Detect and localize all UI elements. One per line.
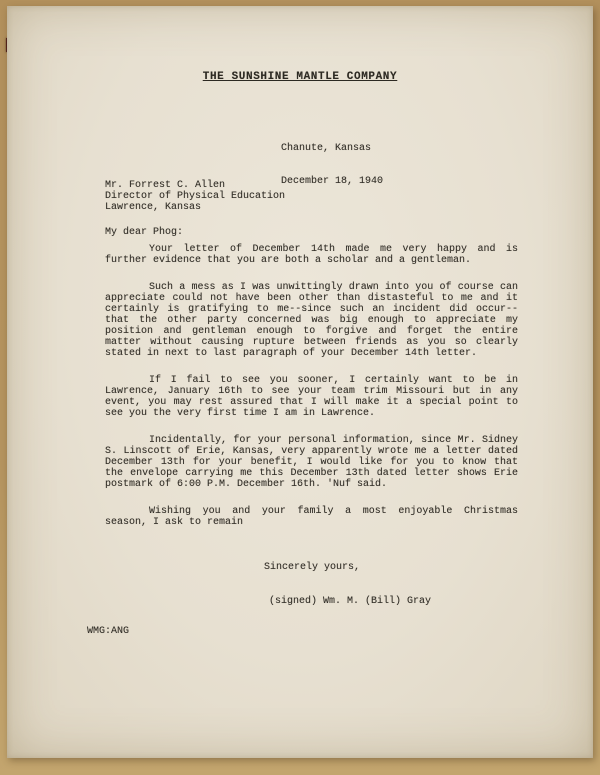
recipient-city: Lawrence, Kansas — [105, 202, 202, 213]
closing: Sincerely yours, — [264, 562, 361, 573]
body-paragraph: Wishing you and your family a most enjoyable Christmas season, I ask to remain — [105, 506, 518, 528]
recipient-name: Mr. Forrest C. Allen — [105, 180, 226, 191]
body-paragraph: Incidentally, for your personal information, since Mr. Sidney S. Linscott of Erie, Kansas, very apparently wrote me a letter dated December 13th for your benefit, I would like for you to know that the envelope carrying me this December 13th dated letter shows Erie postmark of 6:00 P.M. December 16th. 'Nuf said. — [105, 435, 518, 490]
place-line: Chanute, Kansas — [281, 143, 372, 154]
recipient-title: Director of Physical Education — [105, 191, 286, 202]
date-line: December 18, 1940 — [281, 176, 384, 187]
company-name: THE SUNSHINE MANTLE COMPANY — [202, 71, 398, 83]
signature-line: (signed) Wm. M. (Bill) Gray — [269, 596, 432, 607]
body-paragraph: Such a mess as I was unwittingly drawn into you of course can appreciate could not have been other than distasteful to me and it certainly is gratifying to me--since such an incident did occur--that the other party concerned was big enough to appreciate my position and gentleman enough to forgive and forget the entire matter without causing rupture between friends as you so clearly stated in next to last paragraph of your December 14th letter. — [105, 282, 518, 359]
salutation: My dear Phog: — [105, 227, 184, 238]
body-paragraph: Your letter of December 14th made me very happy and is further evidence that you are both a scholar and a gentleman. — [105, 244, 518, 266]
recipient-block — [105, 180, 285, 213]
letter-body — [105, 244, 518, 544]
letter-page — [7, 6, 593, 758]
body-paragraph: If I fail to see you sooner, I certainly want to be in Lawrence, January 16th to see your team trim Missouri but in any event, you may rest assured that I will make it a special point to see you the very first time I am in Lawrence. — [105, 375, 518, 419]
date-block — [281, 121, 383, 209]
typist-initials: WMG:ANG — [87, 626, 130, 637]
